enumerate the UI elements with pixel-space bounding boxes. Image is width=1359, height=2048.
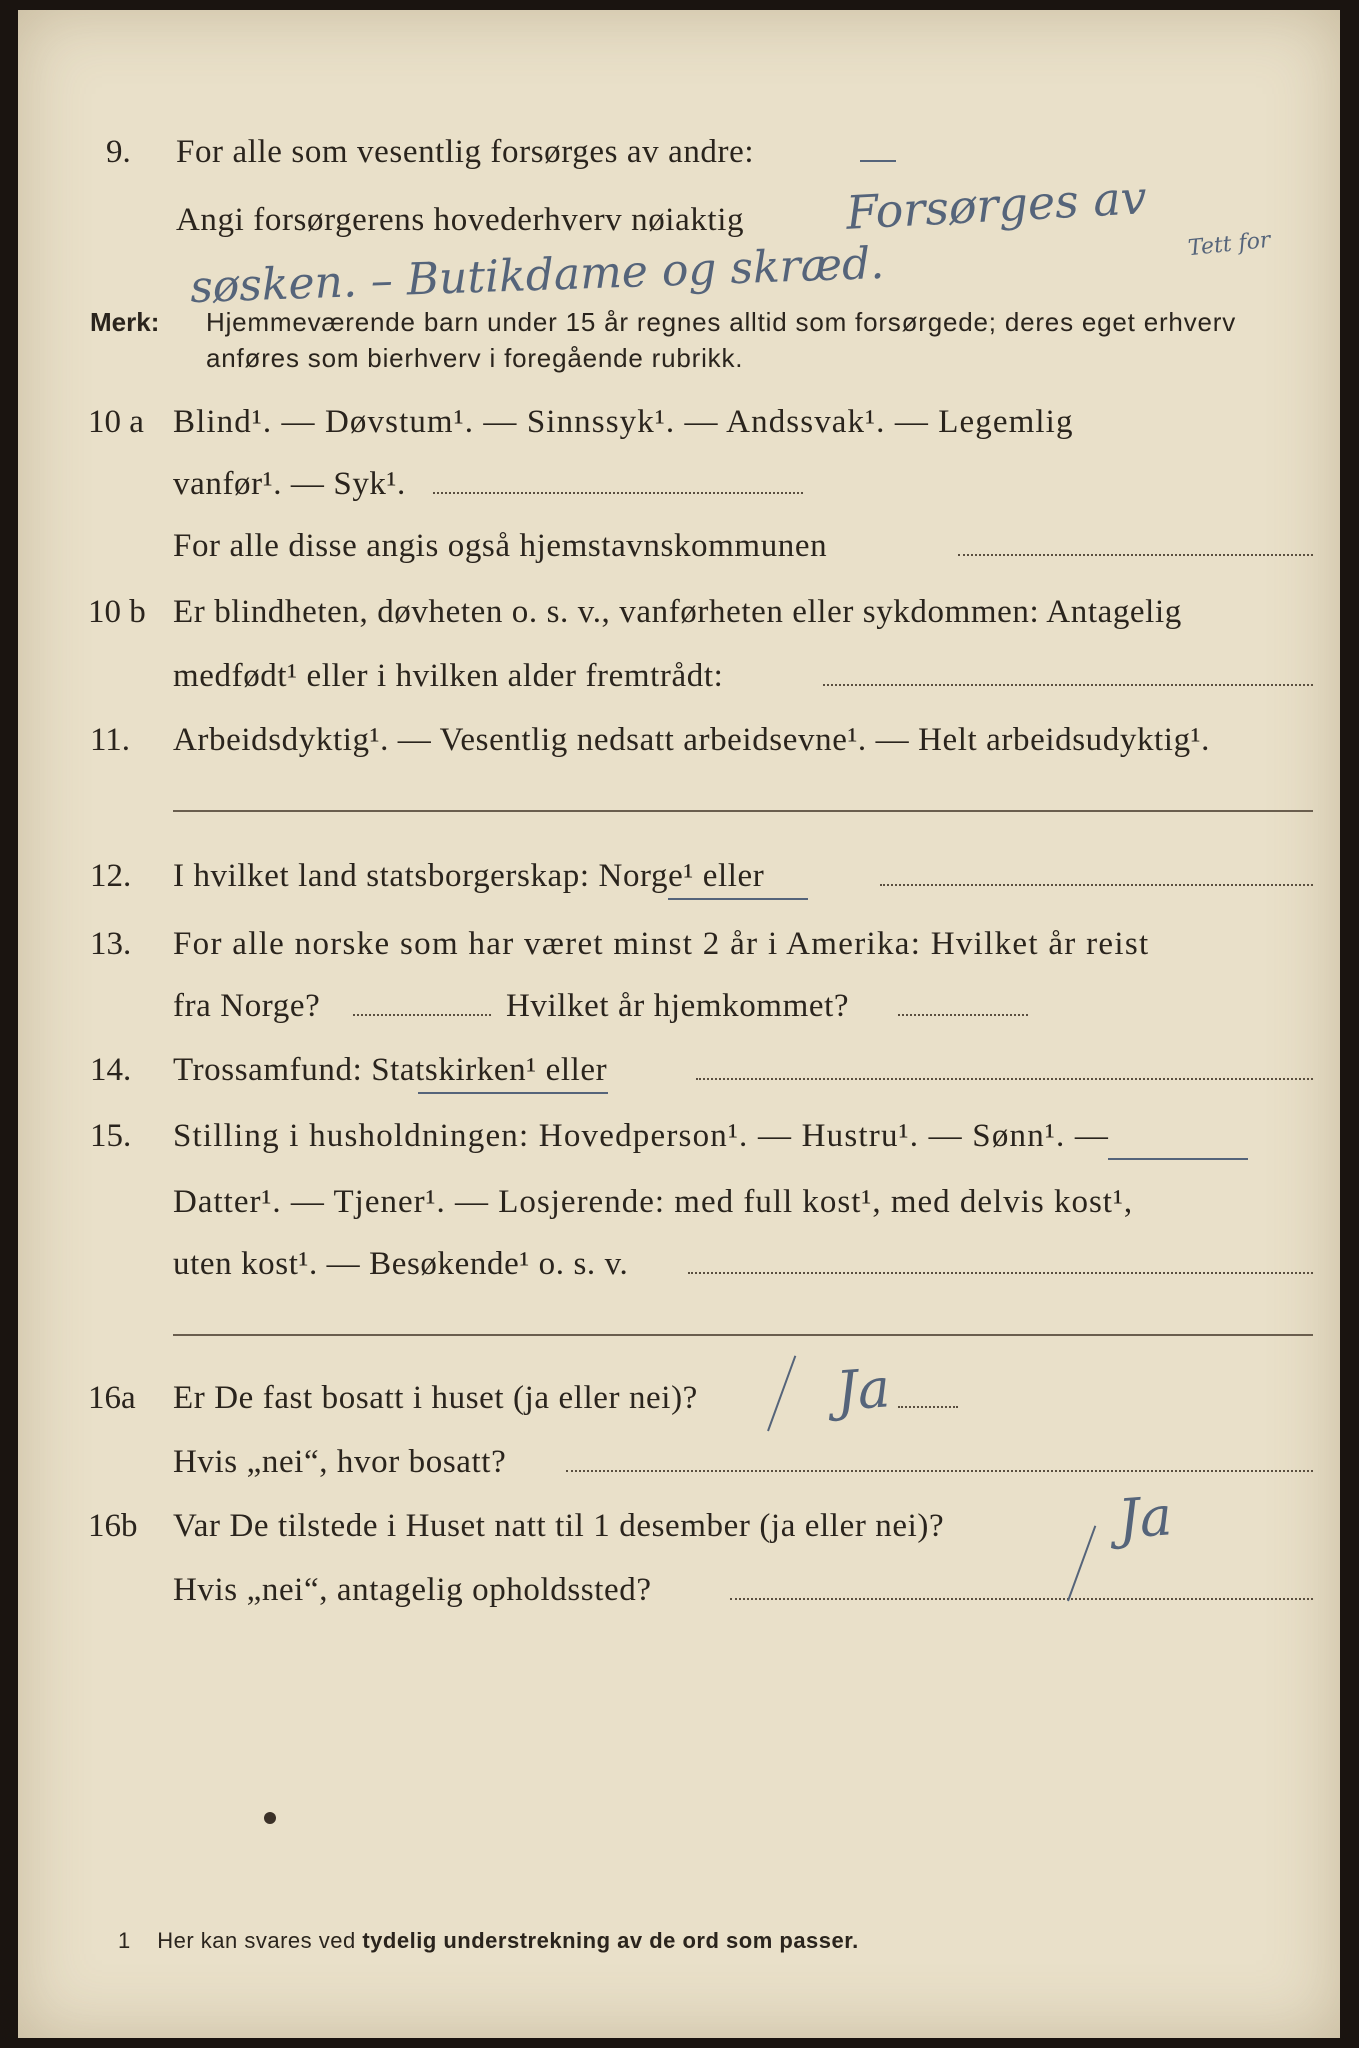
census-form-page [18, 10, 1340, 2038]
q13-line2a: fra Norge? [173, 988, 321, 1024]
q16b-line1: Var De tilstede i Huset natt til 1 desember (ja eller nei)? [173, 1508, 945, 1544]
q10a-line2: vanfør¹. — Syk¹. [173, 466, 406, 502]
q15-separator [173, 1334, 1313, 1336]
q14-trossamfund-field[interactable] [696, 1078, 1313, 1080]
q16b-pencil-stroke [1067, 1525, 1096, 1601]
q13-line2b: Hvilket år hjemkommet? [506, 988, 850, 1024]
q14-statskirken-underline [418, 1092, 608, 1094]
footnote-mark: 1 [118, 1928, 131, 1953]
q10a-number: 10 a [88, 404, 144, 440]
q16a-number: 16a [88, 1380, 136, 1416]
q15-line2: Datter¹. — Tjener¹. — Losjerende: med full kost¹, med delvis kost¹, [173, 1184, 1134, 1220]
q16a-bosatt-field[interactable] [566, 1470, 1313, 1472]
q13-reist-field[interactable] [353, 1014, 491, 1016]
q9-number: 9. [106, 134, 131, 170]
q12-line1: I hvilket land statsborgerskap: Norge¹ eller [173, 858, 765, 894]
q13-hjemkommet-field[interactable] [898, 1014, 1028, 1016]
q16a-pencil-stroke [767, 1355, 796, 1431]
merk-line1: Hjemmeværende barn under 15 år regnes alltid som forsørgede; deres eget erhverv [206, 307, 1237, 337]
merk-label: Merk: [90, 307, 160, 337]
q15-besokende-field[interactable] [688, 1272, 1313, 1274]
q16b-handwritten-answer: Ja [1115, 1484, 1174, 1551]
q16b-opholdssted-field[interactable] [730, 1598, 1313, 1600]
q12-norge-underline [668, 898, 808, 900]
q10b-number: 10 b [88, 594, 146, 630]
q10a-hjemstavn-field[interactable] [958, 554, 1313, 556]
q16a-answer-field[interactable] [898, 1406, 958, 1408]
q12-country-field[interactable] [880, 884, 1313, 886]
q11-line1: Arbeidsdyktig¹. — Vesentlig nedsatt arbeidsevne¹. — Helt arbeidsudyktig¹. [173, 722, 1211, 758]
footnote [118, 1928, 859, 1954]
q16a-line2: Hvis „nei“, hvor bosatt? [173, 1444, 507, 1480]
q10b-line2: medfødt¹ eller i hvilken alder fremtrådt: [173, 658, 724, 694]
q14-line1: Trossamfund: Statskirken¹ eller [173, 1052, 608, 1088]
q16b-line2: Hvis „nei“, antagelig opholdssted? [173, 1572, 652, 1608]
q9-question-line1: For alle som vesentlig forsørges av andre: [176, 134, 755, 170]
q16a-line1: Er De fast bosatt i huset (ja eller nei)? [173, 1380, 698, 1416]
q15-number: 15. [90, 1118, 132, 1154]
q10b-line1: Er blindheten, døvheten o. s. v., vanførheten eller sykdommen: Antagelig [173, 594, 1182, 630]
footnote-text-bold: tydelig understrekning av de ord som passer. [362, 1928, 859, 1953]
q11-separator [173, 810, 1313, 812]
q10a-line1: Blind¹. — Døvstum¹. — Sinnssyk¹. — Andssvak¹. — Legemlig [173, 404, 1074, 440]
q13-number: 13. [90, 926, 132, 962]
q9-question-line2: Angi forsørgerens hovederhverv nøiaktig [176, 202, 745, 238]
footnote-text-plain: Her kan svares ved [157, 1928, 356, 1953]
q15-line3: uten kost¹. — Besøkende¹ o. s. v. [173, 1246, 629, 1282]
q15-sonn-underline [1108, 1158, 1248, 1160]
merk-line2: anføres som bierhverv i foregående rubrikk. [206, 343, 744, 373]
q9-handwritten-note: Tett for [1186, 227, 1272, 262]
q15-line1: Stilling i husholdningen: Hovedperson¹. — Hustru¹. — Sønn¹. — [173, 1118, 1110, 1154]
q16b-number: 16b [88, 1508, 138, 1544]
ink-spot [264, 1812, 276, 1824]
q13-line1: For alle norske som har været minst 2 år i Amerika: Hvilket år reist [173, 926, 1150, 962]
q11-number: 11. [90, 722, 131, 758]
q9-pencil-dash [860, 160, 896, 162]
q10a-line3: For alle disse angis også hjemstavnskommunen [173, 528, 828, 564]
q9-handwritten-answer2: søsken. – Butikdame og skræd. [189, 237, 885, 314]
q10b-alder-field[interactable] [823, 684, 1313, 686]
q14-number: 14. [90, 1052, 132, 1088]
q10a-syk-field[interactable] [433, 492, 803, 494]
q16a-handwritten-answer: Ja [833, 1356, 892, 1423]
q12-number: 12. [90, 858, 132, 894]
q9-handwritten-answer1: Forsørges av [844, 170, 1148, 240]
